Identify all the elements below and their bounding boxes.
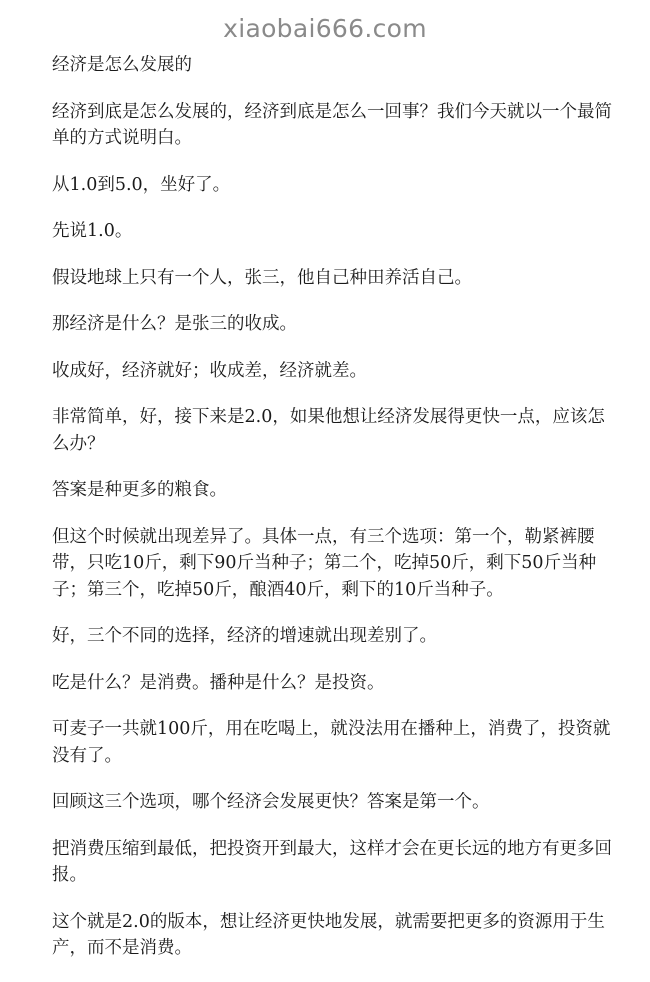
document-title: 经济是怎么发展的 (52, 55, 192, 75)
paragraph: 吃是什么？是消费。播种是什么？是投资。 (52, 672, 385, 693)
paragraph: 从1.0到5.0，坐好了。 (52, 174, 231, 195)
paragraph: 这个就是2.0的版本，想让经济更快地发展，就需要把更多的资源用于生产，而不是消费。 (52, 911, 605, 958)
document-body (52, 52, 612, 982)
paragraph: 非常简单，好，接下来是2.0，如果他想让经济发展得更快一点，应该怎么办？ (52, 407, 605, 454)
paragraph: 把消费压缩到最低，把投资开到最大，这样才会在更长远的地方有更多回报。 (52, 838, 612, 885)
paragraph: 回顾这三个选项，哪个经济会发展更快？答案是第一个。 (52, 792, 490, 812)
watermark-text: xiaobai666.com (223, 14, 427, 43)
paragraph: 收成好，经济就好；收成差，经济就差。 (52, 360, 367, 381)
paragraph: 但这个时候就出现差异了。具体一点，有三个选项：第一个，勒紧裤腰带，只吃10斤，剩下90斤当种子；第二个，吃掉50斤，剩下50斤当种子；第三个，吃掉50斤，酿酒40斤，剩下的10斤当种子。 (52, 526, 597, 600)
paragraph: 答案是种更多的粮食。 (52, 480, 227, 500)
paragraph: 先说1.0。 (52, 221, 133, 241)
paragraph: 假设地球上只有一个人，张三，他自己种田养活自己。 (52, 267, 472, 288)
paragraph: 那经济是什么？是张三的收成。 (52, 314, 297, 334)
paragraph: 经济到底是怎么发展的，经济到底是怎么一回事？我们今天就以一个最简单的方式说明白。 (52, 101, 612, 148)
paragraph: 可麦子一共就100斤，用在吃喝上，就没法用在播种上，消费了，投资就没有了。 (52, 719, 611, 766)
paragraph: 好，三个不同的选择，经济的增速就出现差别了。 (52, 626, 437, 646)
